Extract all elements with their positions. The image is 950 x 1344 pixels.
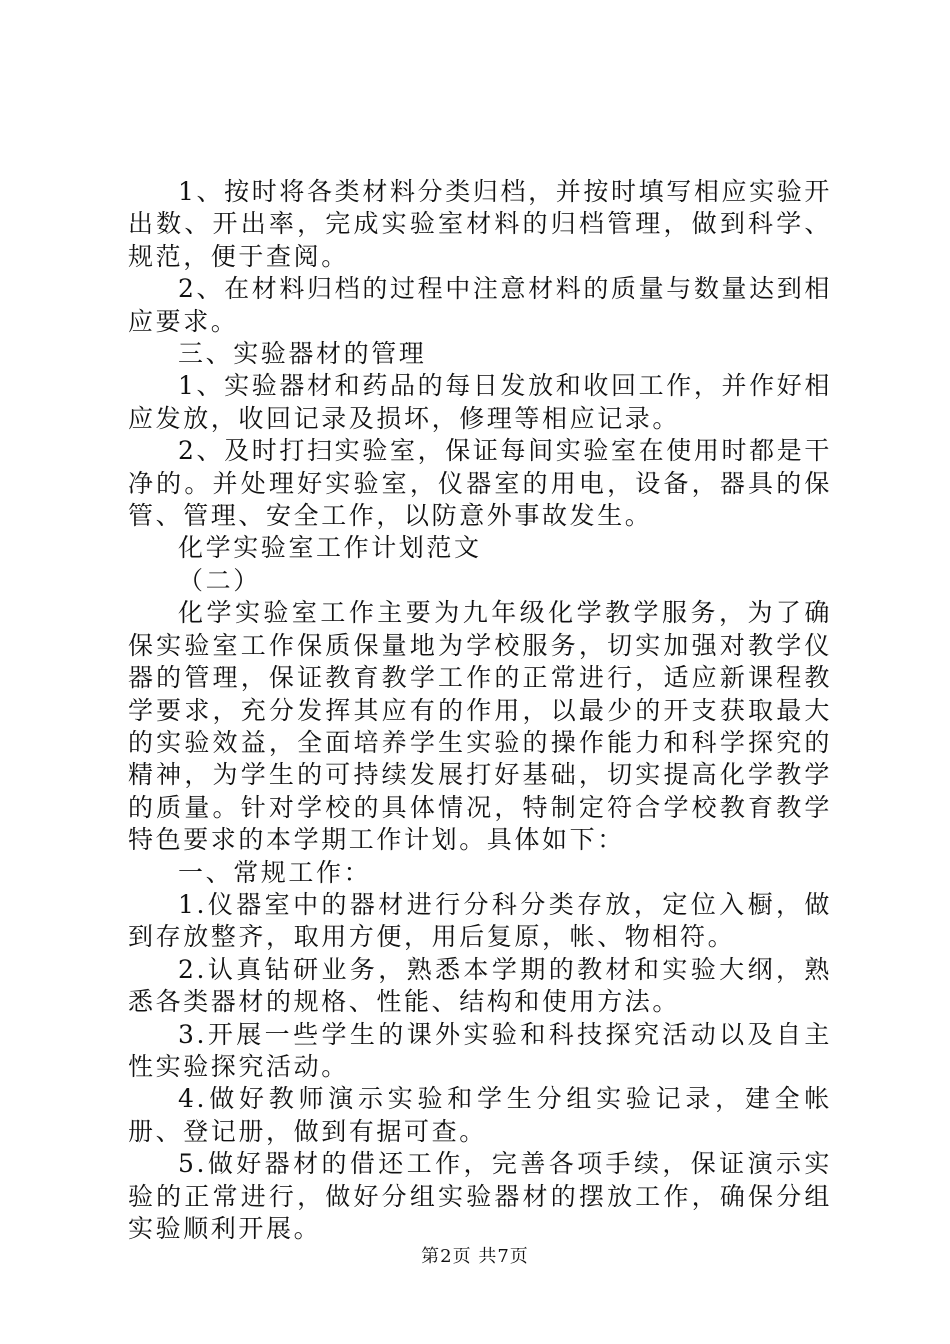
paragraph-intro: 化学实验室工作主要为九年级化学教学服务，为了确保实验室工作保质保量地为学校服务，切实加强对教学仪器的管理，保证教育教学工作的正常进行，适应新课程教学要求，充分发挥其应有的作用，以最少的开支获取最大的实验效益，全面培养学生实验的操作能力和科学探究的精神，为学生的可持续发展打好基础，切实提高化学教学的质量。针对学校的具体情况，特制定符合学校教育教学特色要求的本学期工作计划。具体如下： [128,598,832,855]
section-heading-routine: 一、常规工作： [178,857,372,887]
paragraph-equipment-2: 2、及时打扫实验室，保证每间实验室在使用时都是干净的。并处理好实验室，仪器室的用电，设备，器具的保管、管理、安全工作，以防意外事故发生。 [128,436,832,531]
paragraph-archive-2: 2、在材料归档的过程中注意材料的质量与数量达到相应要求。 [128,274,832,336]
page-number-footer: 第2页 共7页 [421,1246,529,1267]
section-heading-equipment: 三、实验器材的管理 [178,339,427,369]
paragraph-routine-1: 1.仪器室中的器材进行分科分类存放，定位入橱，做到存放整齐，取用方便，用后复原，帐、物相符。 [128,889,832,952]
paragraph-routine-5: 5.做好器材的借还工作，完善各项手续，保证演示实验的正常进行，做好分组实验器材的摆放工作，确保分组实验顺利开展。 [128,1149,832,1243]
paragraph-archive-1: 1、按时将各类材料分类归档，并按时填写相应实验开出数、开出率，完成实验室材料的归档管理，做到科学、规范，便于查阅。 [128,177,832,271]
document-body [128,176,832,1245]
paragraph-routine-3: 3.开展一些学生的课外实验和科技探究活动以及自主性实验探究活动。 [128,1019,832,1081]
document-subtitle: （二） [178,565,261,595]
paragraph-equipment-1: 1、实验器材和药品的每日发放和收回工作，并作好相应发放，收回记录及损坏，修理等相应记录。 [128,371,832,433]
paragraph-routine-4: 4.做好教师演示实验和学生分组实验记录，建全帐册、登记册，做到有据可查。 [128,1084,832,1146]
paragraph-routine-2: 2.认真钻研业务，熟悉本学期的教材和实验大纲，熟悉各类器材的规格、性能、结构和使用方法。 [128,954,832,1017]
document-title: 化学实验室工作计划范文 [178,533,482,563]
